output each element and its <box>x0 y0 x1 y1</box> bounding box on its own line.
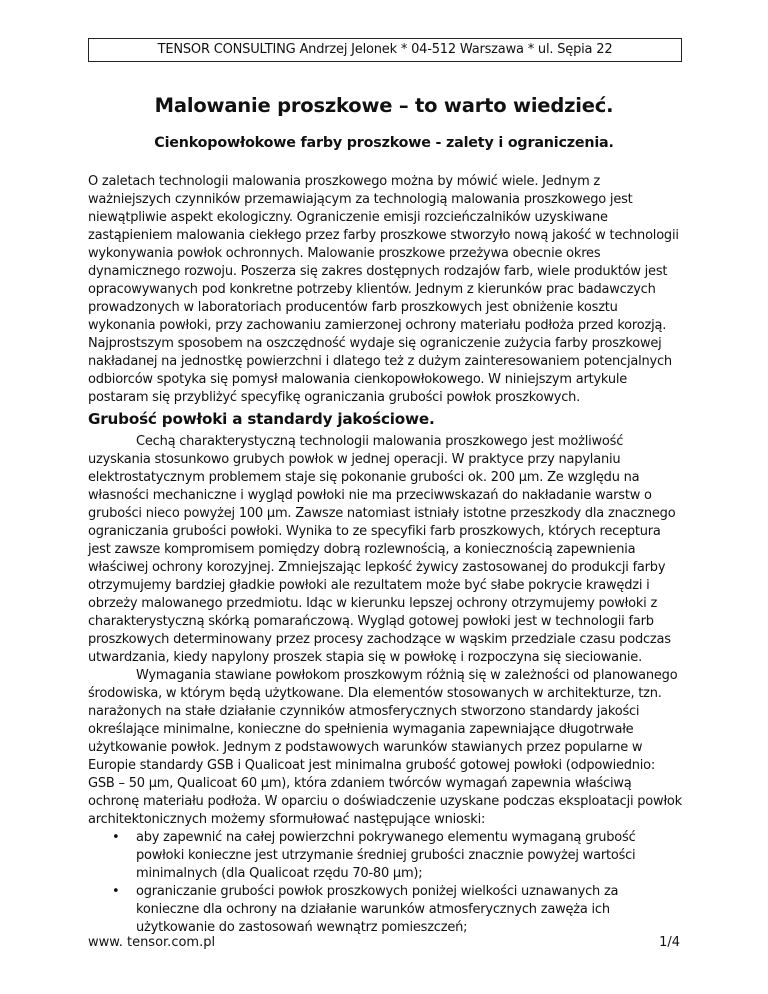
page-header <box>88 38 682 62</box>
intro-section <box>88 173 684 407</box>
bullet-icon: • <box>112 884 120 899</box>
list-item-text: aby zapewnić na całej powierzchni pokrywanego elementu wymaganą grubość powłoki konieczne jest utrzymanie średniej grubości znacznie powyżej wartości minimalnych (dla Qualicoat rzędu 70-80 µm); <box>136 830 636 881</box>
list-item <box>88 829 684 883</box>
intro-paragraph: O zaletach technologii malowania proszkowego można by mówić wiele. Jednym z ważniejszych czynników przemawiającym za technologią malowania proszkowego jest niewątpliwie aspekt ekologiczny. Ograniczenie emisji rozcieńczalników uzyskiwane zastąpieniem malowania ciekłego przez farby proszkowe stworzyło nową jakość w technologii wykonywania powłok ochronnych. Malowanie proszkowe przeżywa obecnie okres dynamicznego rozwoju. Poszerza się zakres dostępnych rodzajów farb, wiele produktów jest opracowywanych pod konkretne potrzeby klientów. Jednym z kierunków prac badawczych prowadzonych w laboratoriach producentów farb proszkowych jest obniżenie kosztu wykonania powłoki, przy zachowaniu zamierzonej ochrony materiału podłoża przed korozją. Najprostszym sposobem na oszczędność wydaje się ograniczenie zużycia farby proszkowej nakładanej na jednostkę powierzchni i dlatego też z dużym zainteresowaniem potencjalnych odbiorców spotyka się pomysł malowania cienkopowłokowego. W niniejszym artykule postaram się przybliżyć specyfikę ograniczania grubości powłok proszkowych. <box>88 174 679 405</box>
paragraph-1: Cechą charakterystyczną technologii malowania proszkowego jest możliwość uzyskania stosunkowo grubych powłok w jednej operacji. W praktyce przy napylaniu elektrostatycznym problemem staje się pokonanie grubości ok. 200 µm. Ze względu na własności mechaniczne i wygląd powłoki nie ma przeciwwskazań do nakładanie warstw o grubości nieco powyżej 100 µm. Zawsze natomiast istniały istotne przeszkody dla znacznego ograniczania grubości powłoki. Wynika to ze specyfiki farb proszkowych, których receptura jest zawsze kompromisem pomiędzy dobrą rozlewnością, a koniecznością zapewnienia właściwej ochrony korozyjnej. Zmniejszając lepkość żywicy zastosowanej do produkcji farby otrzymujemy bardziej gładkie powłoki ale rezultatem może być słabe pokrycie krawędzi i obrzeży malowanego przedmiotu. Idąc w kierunku lepszej ochrony otrzymujemy powłoki z charakterystyczną skórką pomarańczową. Wygląd gotowej powłoki jest w technologii farb proszkowych determinowany przez procesy zachodzące w wąskim przedziale czasu podczas utwardzania, kiedy napylony proszek stapia się w powłokę i rozpoczyna się sieciowanie. <box>88 434 676 665</box>
document-subtitle: Cienkopowłokowe farby proszkowe - zalety i ograniczenia. <box>154 135 614 151</box>
paragraph-2: Wymagania stawiane powłokom proszkowym różnią się w zależności od planowanego środowiska, w którym będą użytkowane. Dla elementów stosowanych w architekturze, tzn. narażonych na stałe działanie czynników atmosferycznych stworzono standardy jakości określające minimalne, konieczne do spełnienia wymagania zapewniające długotrwałe użytkowanie powłok. Jednym z podstawowych warunków stawianych przez popularne w Europie standardy GSB i Qualicoat jest minimalna grubość gotowej powłoki (odpowiednio: GSB – 50 µm, Qualicoat 60 µm), która zdaniem twórców wymagań zapewnia właściwą ochronę materiału podłoża. W oparciu o doświadczenie uzyskane podczas eksploatacji powłok architektonicznych możemy sformułować następujące wnioski: <box>88 668 682 827</box>
footer-website: www. tensor.com.pl <box>88 935 216 950</box>
conclusions-list <box>88 829 684 937</box>
footer-page-number: 1/4 <box>659 935 680 950</box>
section-heading: Grubość powłoki a standardy jakościowe. <box>88 410 435 428</box>
main-section <box>88 433 684 937</box>
list-item <box>88 883 684 937</box>
list-item-text: ograniczanie grubości powłok proszkowych poniżej wielkości uznawanych za konieczne dla ochrony na działanie warunków atmosferycznych zawęża ich użytkowanie do zastosowań wewnątrz pomieszczeń; <box>136 884 619 935</box>
header-text: TENSOR CONSULTING Andrzej Jelonek * 04-512 Warszawa * ul. Sępia 22 <box>157 42 613 57</box>
document-title: Malowanie proszkowe – to warto wiedzieć. <box>154 94 614 117</box>
bullet-icon: • <box>112 830 120 845</box>
